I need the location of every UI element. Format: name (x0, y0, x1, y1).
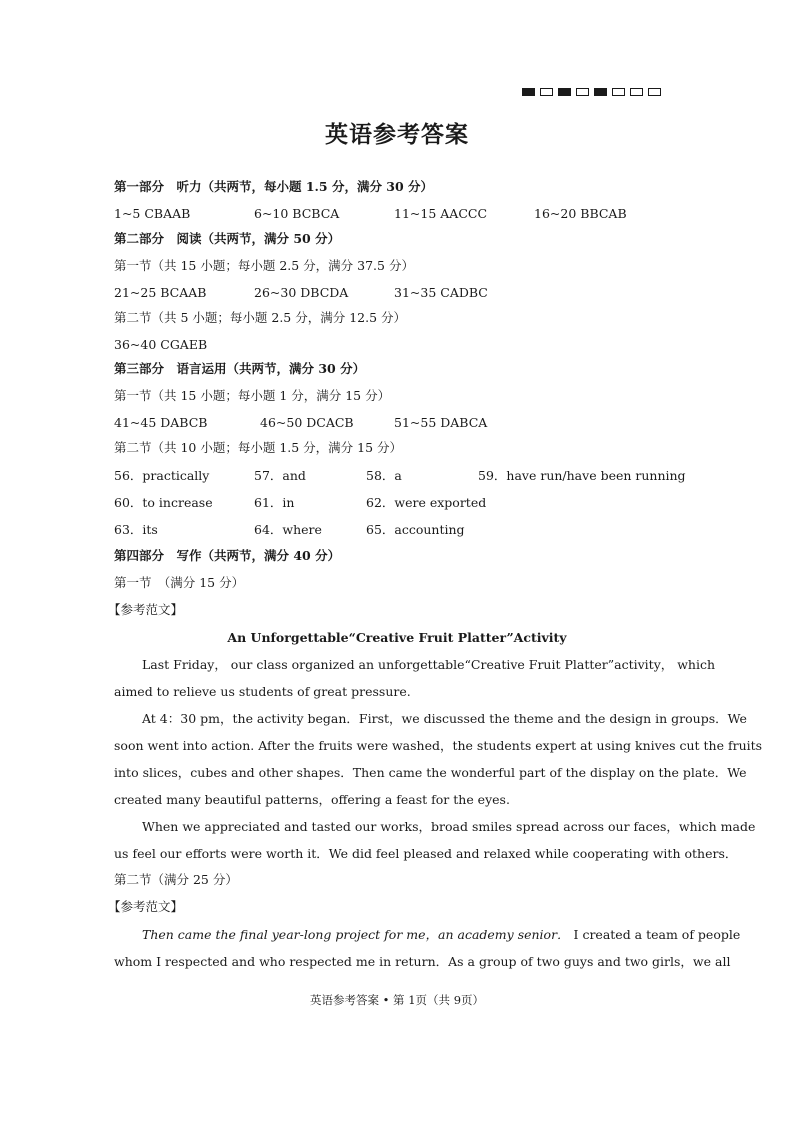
continuation-line (114, 921, 741, 948)
grammar-answer: 64．where (254, 522, 322, 537)
answer-group: 31~35 CADBC (394, 285, 488, 300)
answer-group: 16~20 BBCAB (534, 206, 627, 221)
continuation-rest: I created a team of people (573, 927, 741, 942)
essay-line: aimed to relieve us students of great pressure. (114, 684, 411, 699)
grammar-answer: 60．to increase (114, 495, 213, 510)
part2-sec1-heading: 第一节（共 15 小题；每小题 2.5 分，满分 37.5 分） (114, 258, 414, 273)
answer-group: 41~45 DABCB (114, 415, 208, 430)
grammar-answer: 59．have run/have been running (478, 468, 686, 483)
page-footer: 英语参考答案 • 第 1页（共 9页） (309, 993, 485, 1007)
part4-heading: 第四部分 写作（共两节，满分 40 分） (114, 548, 341, 563)
essay-line: us feel our efforts were worth it．We did feel pleased and relaxed while cooperating with others． (114, 846, 738, 861)
essay-paragraph (114, 705, 763, 813)
grammar-answer: 58．a (366, 468, 402, 483)
header-marks (522, 88, 661, 96)
part2-heading: 第二部分 阅读（共两节，满分 50 分） (114, 231, 341, 246)
header-mark (540, 88, 553, 96)
part3-sec1-heading: 第一节（共 15 小题；每小题 1 分，满分 15 分） (114, 388, 391, 403)
answer-group: 21~25 BCAAB (114, 285, 207, 300)
header-mark (648, 88, 661, 96)
essay-title: An Unforgettable“Creative Fruit Platter”Activity (227, 630, 567, 645)
continuation-paragraph (114, 921, 741, 975)
part3-sec2-heading: 第二节（共 10 小题；每小题 1.5 分，满分 15 分） (114, 440, 403, 455)
part4-sec1-heading: 第一节 （满分 15 分） (114, 575, 245, 590)
continuation-italic: Then came the final year-long project for me，an academy senior． (142, 927, 570, 942)
part2-sec2-heading: 第二节（共 5 小题；每小题 2.5 分，满分 12.5 分） (114, 310, 407, 325)
answer-group: 6~10 BCBCA (254, 206, 340, 221)
grammar-answer: 57．and (254, 468, 306, 483)
continuation-line: whom I respected and who respected me in return．As a group of two guys and two girls，we all (114, 954, 731, 969)
answer-group: 1~5 CBAAB (114, 206, 191, 221)
sample-label: 【参考范文】 (108, 899, 184, 914)
answer-group: 36~40 CGAEB (114, 337, 208, 352)
part1-heading: 第一部分 听力（共两节，每小题 1.5 分，满分 30 分） (114, 179, 434, 194)
essay-line: into slices，cubes and other shapes．Then came the wonderful part of the display on the plate．We (114, 765, 747, 780)
answer-group: 26~30 DBCDA (254, 285, 349, 300)
header-mark (594, 88, 607, 96)
answer-group: 11~15 AACCC (394, 206, 488, 221)
answer-group: 51~55 DABCA (394, 415, 488, 430)
page-title: 英语参考答案 (325, 121, 469, 148)
answer-group: 46~50 DCACB (260, 415, 354, 430)
header-mark (522, 88, 535, 96)
sample-label: 【参考范文】 (108, 602, 184, 617)
grammar-answer: 65．accounting (366, 522, 465, 537)
grammar-answer: 56．practically (114, 468, 210, 483)
part3-heading: 第三部分 语言运用（共两节，满分 30 分） (114, 361, 366, 376)
essay-line: soon went into action. After the fruits were washed，the students expert at using knives cut the fruits (114, 738, 763, 753)
grammar-answer: 62．were exported (366, 495, 487, 510)
essay-line: When we appreciated and tasted our works，broad smiles spread across our faces，which made (142, 819, 756, 834)
essay-line: At 4：30 pm，the activity began．First，we discussed the theme and the design in groups．We (142, 711, 747, 726)
grammar-answer: 61．in (254, 495, 295, 510)
essay-paragraph (114, 813, 756, 867)
grammar-answer: 63．its (114, 522, 158, 537)
header-mark (558, 88, 571, 96)
part4-sec2-heading: 第二节（满分 25 分） (114, 872, 238, 887)
essay-line: created many beautiful patterns，offering a feast for the eyes. (114, 792, 510, 807)
essay-paragraph (114, 651, 716, 705)
header-mark (612, 88, 625, 96)
essay-line: Last Friday， our class organized an unforgettable“Creative Fruit Platter”activity， which (142, 657, 716, 672)
header-mark (630, 88, 643, 96)
header-mark (576, 88, 589, 96)
